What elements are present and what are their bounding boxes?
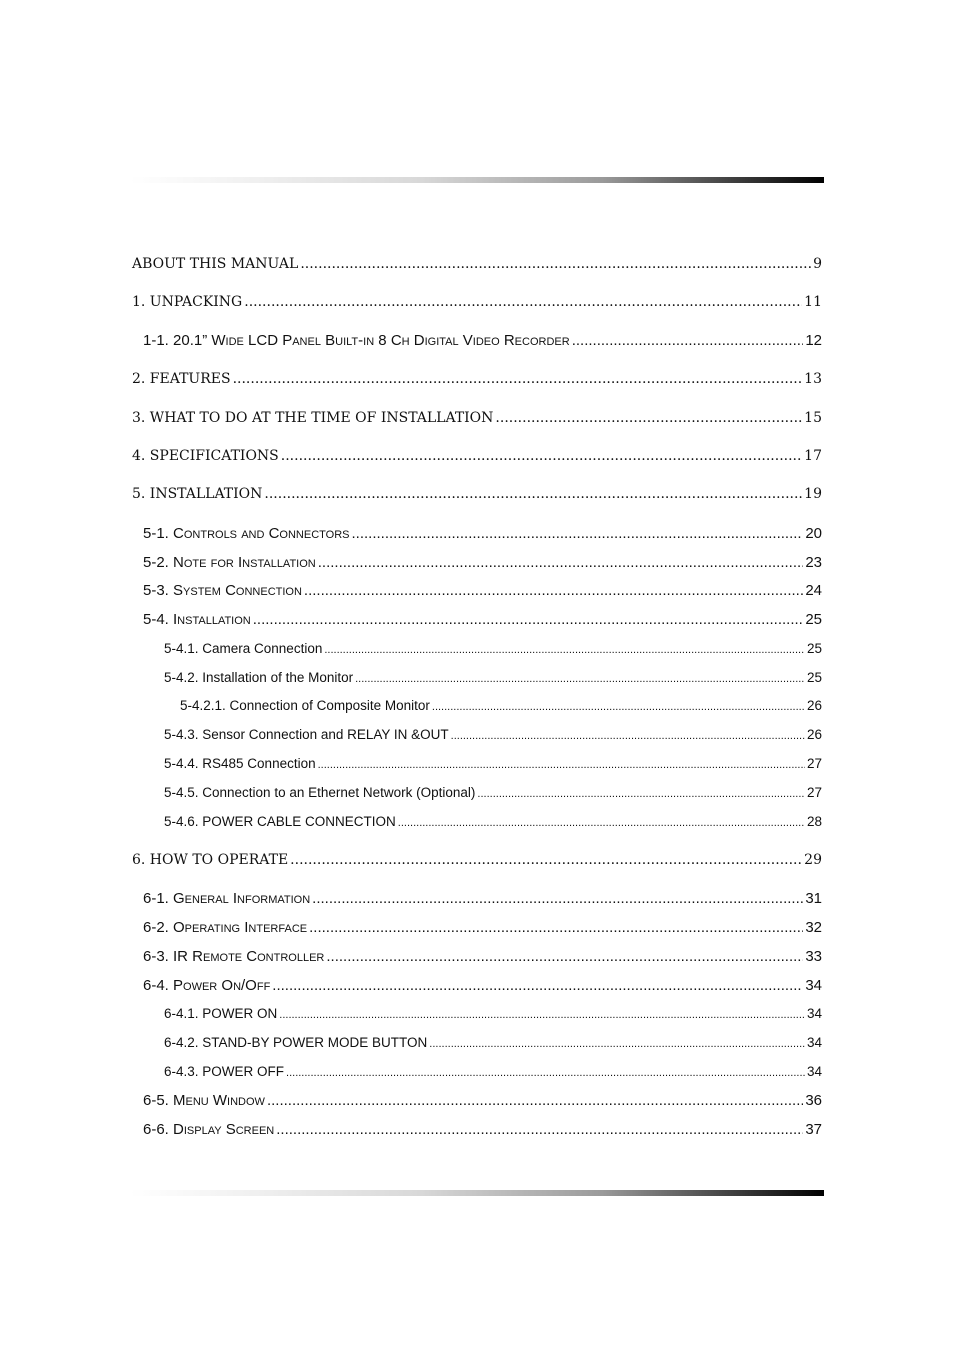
toc-leader [477, 788, 805, 800]
toc-page: 15 [804, 410, 822, 426]
toc-title: 5-3. System Connection [143, 582, 302, 599]
toc-leader [300, 256, 811, 272]
toc-title: 5-2. Note for Installation [143, 554, 316, 571]
toc-entry[interactable] [132, 410, 822, 426]
toc-entry[interactable] [143, 1121, 822, 1138]
toc-page: 20 [805, 525, 822, 542]
toc-entry[interactable] [132, 486, 822, 502]
toc-page: 26 [806, 727, 822, 742]
toc-entry[interactable] [143, 977, 822, 994]
toc-entry[interactable] [164, 727, 822, 742]
toc-page: 25 [806, 670, 822, 685]
toc-entry[interactable] [143, 332, 822, 349]
toc-title: 5-4.2.1. Connection of Composite Monitor [180, 698, 430, 713]
toc-leader [572, 332, 804, 349]
bottom-gradient-rule [130, 1190, 824, 1196]
toc-page: 23 [805, 554, 822, 571]
toc-leader [233, 371, 803, 387]
toc-leader [276, 1121, 803, 1138]
toc-page: 37 [805, 1121, 822, 1138]
toc-leader [264, 486, 802, 502]
toc-title: 6-4.1. POWER ON [164, 1006, 278, 1021]
toc-leader [324, 644, 805, 656]
toc-leader [326, 948, 803, 965]
toc-entry[interactable] [132, 294, 822, 310]
toc-page: 34 [806, 1035, 822, 1050]
toc-title: 5-4.2. Installation of the Monitor [164, 670, 354, 685]
toc-entry[interactable] [164, 785, 822, 800]
toc-page: 13 [804, 371, 822, 387]
toc-page: 11 [804, 294, 822, 310]
toc-entry[interactable] [132, 256, 822, 272]
toc-page: 32 [805, 919, 822, 936]
toc-entry[interactable] [164, 1035, 822, 1050]
toc-title: 5-1. Controls and Connectors [143, 525, 350, 542]
toc-leader [312, 890, 803, 907]
toc-page: 34 [806, 1064, 822, 1079]
toc-entry[interactable] [132, 371, 822, 387]
toc-page: 27 [806, 756, 822, 771]
toc-page: 12 [805, 332, 822, 349]
toc-leader [244, 294, 802, 310]
toc-entry[interactable] [164, 670, 822, 685]
toc-title: 6. HOW TO OPERATE [132, 852, 289, 868]
toc-title: 5-4. Installation [143, 611, 251, 628]
toc-title: 6-4.2. STAND-BY POWER MODE BUTTON [164, 1035, 428, 1050]
toc-title: 1. UNPACKING [132, 294, 243, 310]
toc-leader [495, 410, 802, 426]
toc-page: 19 [804, 486, 822, 502]
toc-leader [318, 554, 804, 571]
toc-title: 6-4.3. POWER OFF [164, 1064, 285, 1079]
toc-title: 6-4. Power On/Off [143, 977, 271, 994]
toc-title: 5-4.5. Connection to an Ethernet Network (Optional) [164, 785, 476, 800]
toc-page: 17 [804, 448, 822, 464]
toc-entry[interactable] [143, 948, 822, 965]
toc-page: 28 [806, 814, 822, 829]
toc-title: 5-4.3. Sensor Connection and RELAY IN &OUT [164, 727, 449, 742]
toc-title: 6-5. Menu Window [143, 1092, 265, 1109]
toc-entry[interactable] [143, 525, 822, 542]
toc-page: 24 [805, 582, 822, 599]
toc-leader [253, 611, 804, 628]
toc-title: 5-4.6. POWER CABLE CONNECTION [164, 814, 396, 829]
toc-leader [451, 730, 805, 742]
toc-entry[interactable] [143, 919, 822, 936]
toc-entry[interactable] [132, 852, 822, 868]
toc-page: 27 [806, 785, 822, 800]
toc-page: 9 [813, 256, 822, 272]
toc-page: 34 [805, 977, 822, 994]
toc-leader [286, 1067, 805, 1079]
toc-page: 31 [805, 890, 822, 907]
toc-entry[interactable] [132, 448, 822, 464]
toc-entry[interactable] [164, 1064, 822, 1079]
toc-entry[interactable] [143, 611, 822, 628]
toc-leader [398, 817, 805, 829]
toc-leader [304, 582, 803, 599]
toc-title: 5-4.1. Camera Connection [164, 641, 323, 656]
toc-leader [279, 1009, 805, 1021]
toc-page: 25 [805, 611, 822, 628]
toc-page: 34 [806, 1006, 822, 1021]
toc-entry[interactable] [164, 1006, 822, 1021]
toc-title: 1-1. 20.1” Wide LCD Panel Built-in 8 Ch Digital Video Recorder [143, 332, 570, 349]
toc-leader [355, 673, 805, 685]
toc-entry[interactable] [143, 554, 822, 571]
toc-title: 2. FEATURES [132, 371, 231, 387]
toc-title: 6-2. Operating Interface [143, 919, 308, 936]
toc-entry[interactable] [143, 582, 822, 599]
toc-entry[interactable] [143, 1092, 822, 1109]
toc-leader [352, 525, 804, 542]
toc-title: 5. INSTALLATION [132, 486, 263, 502]
toc-leader [432, 701, 805, 713]
toc-title: 6-6. Display Screen [143, 1121, 275, 1138]
toc-entry[interactable] [164, 641, 822, 656]
toc-title: 6-1. General Information [143, 890, 311, 907]
toc-entry[interactable] [164, 756, 822, 771]
toc-page: 25 [806, 641, 822, 656]
toc-page: 33 [805, 948, 822, 965]
toc-leader [267, 1092, 803, 1109]
toc-leader [318, 759, 805, 771]
toc-title: 4. SPECIFICATIONS [132, 448, 279, 464]
toc-leader [290, 852, 802, 868]
toc-title: 5-4.4. RS485 Connection [164, 756, 316, 771]
toc-leader [281, 448, 802, 464]
toc-page: 26 [806, 698, 822, 713]
toc-entry[interactable] [180, 698, 822, 713]
toc-page: 29 [804, 852, 822, 868]
toc-page: 36 [805, 1092, 822, 1109]
toc-leader [429, 1038, 805, 1050]
toc-entry[interactable] [164, 814, 822, 829]
toc-title: ABOUT THIS MANUAL [132, 256, 299, 272]
toc-title: 3. WHAT TO DO AT THE TIME OF INSTALLATION [132, 410, 494, 426]
toc-leader [272, 977, 803, 994]
toc-title: 6-3. IR Remote Controller [143, 948, 325, 965]
toc-leader [309, 919, 803, 936]
toc-entry[interactable] [143, 890, 822, 907]
